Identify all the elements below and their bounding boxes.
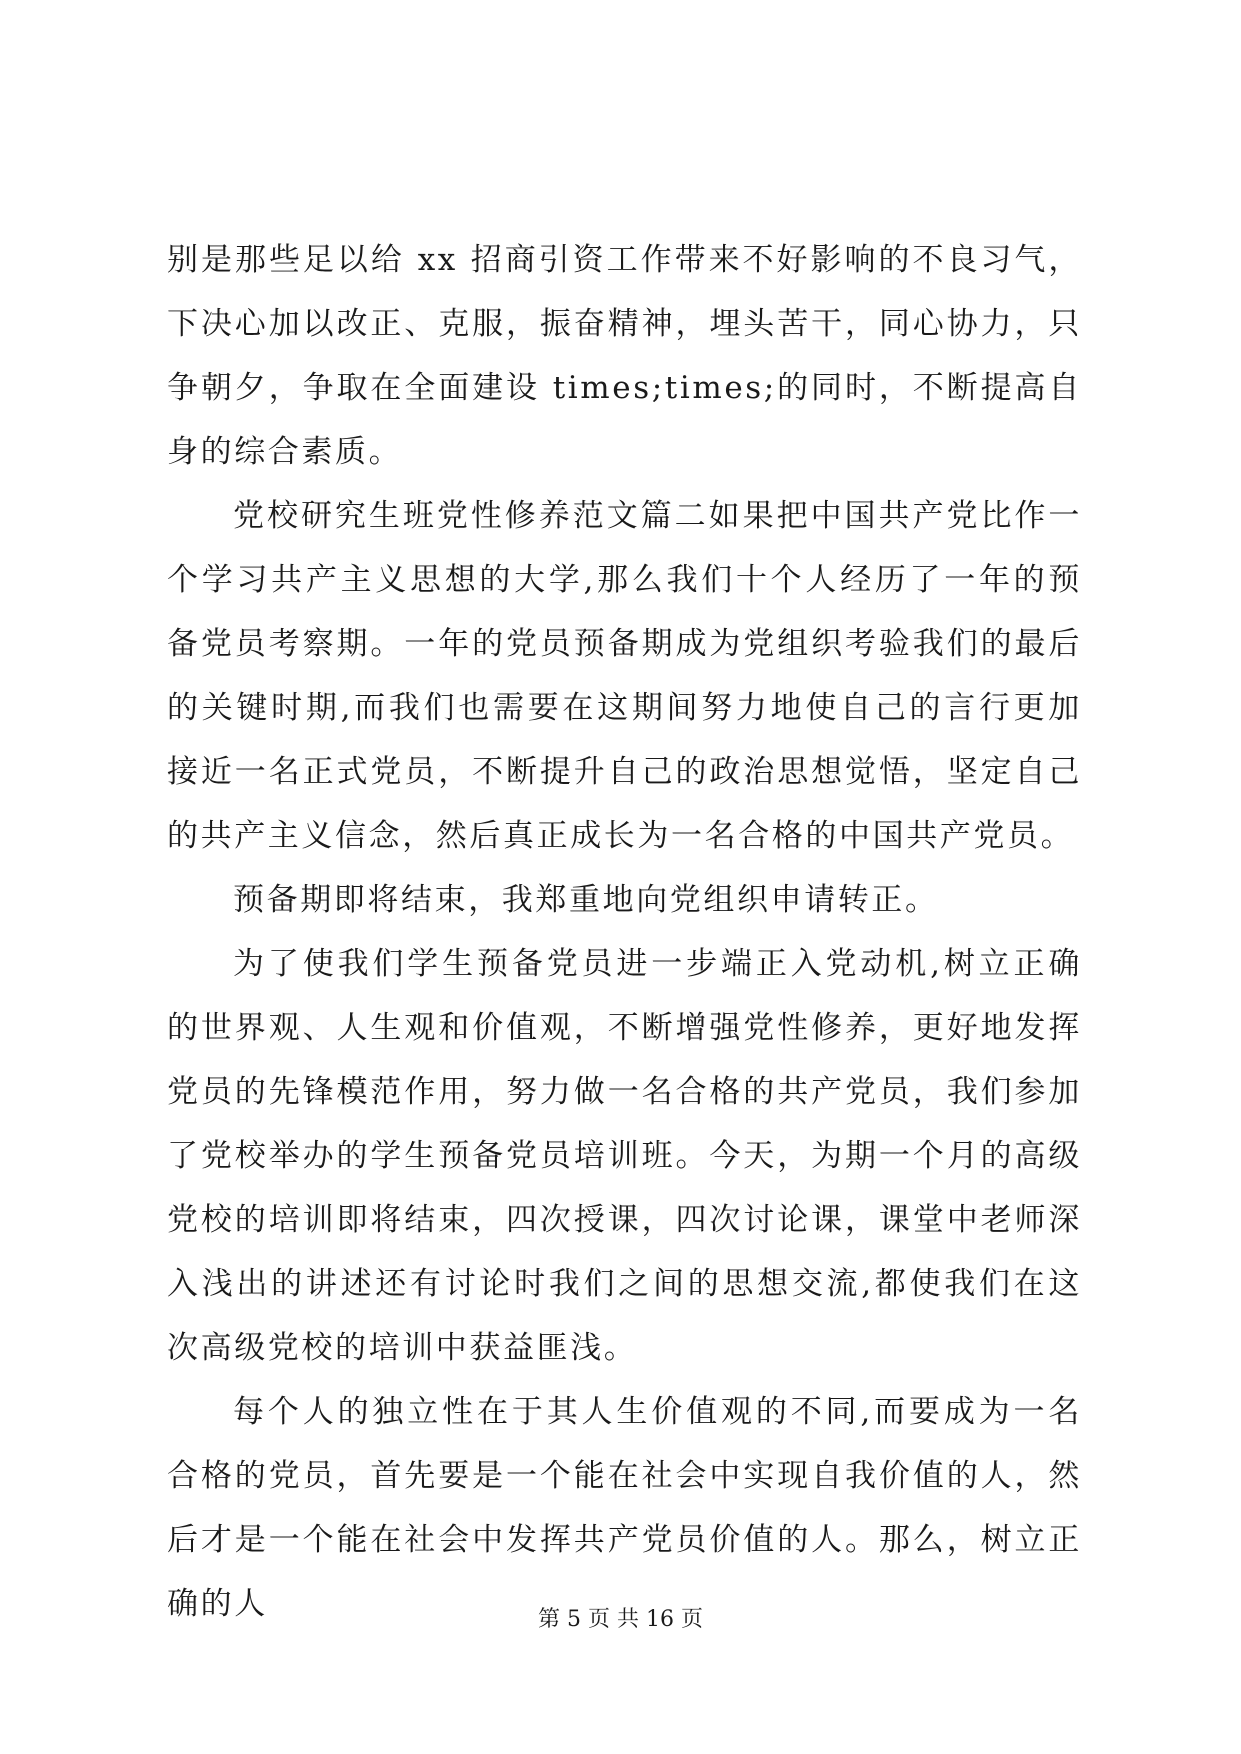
paragraph-3: 预备期即将结束，我郑重地向党组织申请转正。 (233, 882, 939, 918)
paragraph-2: 党校研究生班党性修养范文篇二如果把中国共产党比作一个学习共产主义思想的大学,那么我们十个人经历了一年的预备党员考察期。一年的党员预备期成为党组织考验我们的最后的关键时期,而我们也需要在这期间努力地使自己的言行更加接近一名正式党员，不断提升自己的政治思想觉悟，坚定自己的共产主义信念，然后真正成长为一名合格的中国共产党员。 (167, 498, 1082, 854)
paragraph-1: 别是那些足以给 xx 招商引资工作带来不好影响的不良习气，下决心加以改正、克服，振奋精神，埋头苦干，同心协力，只争朝夕，争取在全面建设 times;times;的同时，不断提高自身的综合素质。 (167, 242, 1082, 470)
document-body (167, 228, 1082, 1636)
page-number-footer: 第 5 页 共 16 页 (538, 1607, 703, 1632)
paragraph-5: 每个人的独立性在于其人生价值观的不同,而要成为一名合格的党员，首先要是一个能在社会中实现自我价值的人，然后才是一个能在社会中发挥共产党员价值的人。那么，树立正确的人 (167, 1394, 1082, 1622)
paragraph-4: 为了使我们学生预备党员进一步端正入党动机,树立正确的世界观、人生观和价值观，不断增强党性修养，更好地发挥党员的先锋模范作用，努力做一名合格的共产党员，我们参加了党校举办的学生预备党员培训班。今天，为期一个月的高级党校的培训即将结束，四次授课，四次讨论课，课堂中老师深入浅出的讲述还有讨论时我们之间的思想交流,都使我们在这次高级党校的培训中获益匪浅。 (167, 946, 1082, 1366)
